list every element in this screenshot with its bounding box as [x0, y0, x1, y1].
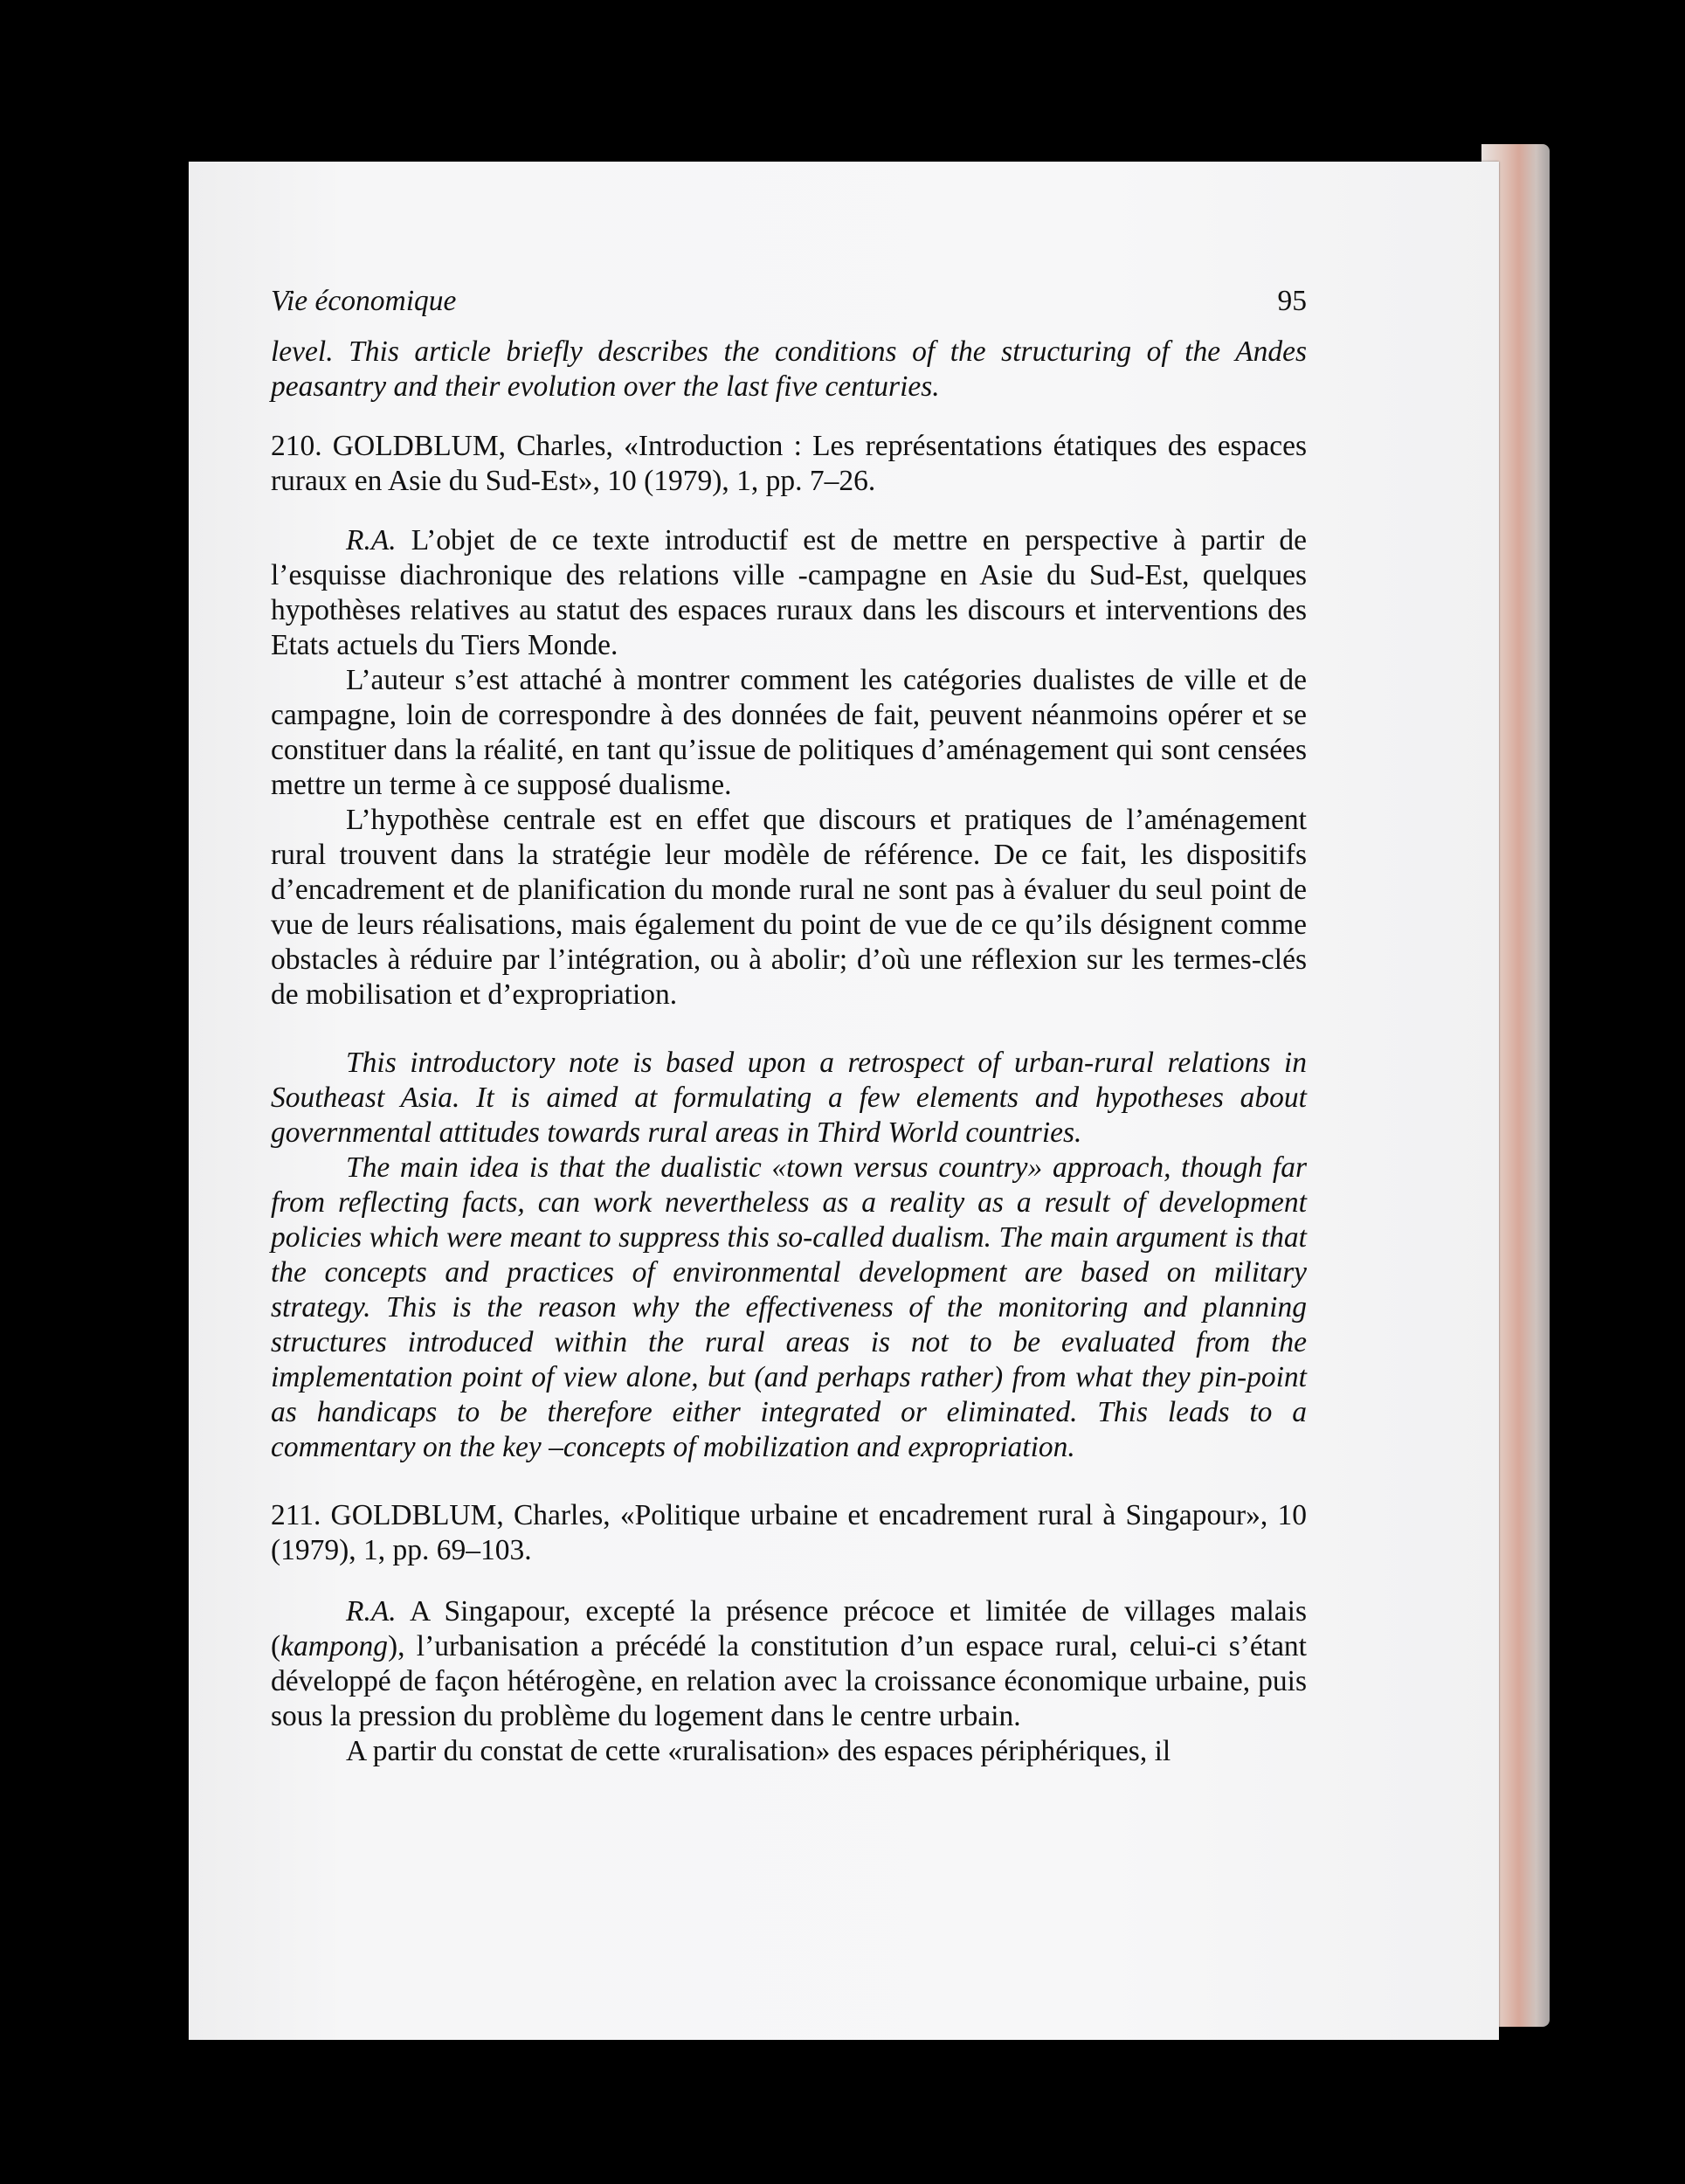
book-page: [189, 162, 1499, 2040]
previous-abstract-tail: level. This article briefly describes the conditions of the structuring of the Andes peasantry and their evolution over the last five centuries.: [271, 335, 1307, 403]
ra-text: L’objet de ce texte introductif est de mettre en perspective à partir de l’esquisse diachronique des relations ville -campagne en Asie du Sud-Est, quelques hypothèses relatives au statut des espaces ruraux dans les discours et interventions des Etats actuels du Tiers Monde.: [271, 524, 1307, 661]
entry-211-citation: 211. GOLDBLUM, Charles, «Politique urbaine et encadrement rural à Singapour», 10 (1979), 1, pp. 69–103.: [271, 1499, 1307, 1566]
entry-210-abstract-en: This introductory note is based upon a retrospect of urban-rural relations in Southeast Asia. It is aimed at formulating a few elements and hypotheses about governmental attitudes towards rural areas in Third World countries.: [271, 1047, 1307, 1149]
ra-italic-term: kampong: [280, 1630, 388, 1662]
ra-text: ), l’urbanisation a précédé la constitution d’un espace rural, celui-ci s’étant développé de façon hétérogène, en relation avec la croissance économique urbaine, puis sous la pression du problème du logement dans le centre urbain.: [271, 1630, 1307, 1732]
entry-210-ra-paragraph: L’auteur s’est attaché à montrer comment les catégories dualistes de ville et de campagne, loin de correspondre à des données de fait, peuvent néanmoins opérer et se constituer dans la réalité, en tant qu’issue de politiques d’aménagement qui sont censées mettre un terme à ce supposé dualisme.: [271, 664, 1307, 801]
entry-210-citation: 210. GOLDBLUM, Charles, «Introduction : Les représentations étatiques des espaces ruraux en Asie du Sud-Est», 10 (1979), 1, pp. 7–26.: [271, 430, 1307, 497]
entry-210-ra-paragraph: L’hypothèse centrale est en effet que discours et pratiques de l’aménagement rural trouvent dans la stratégie leur modèle de référence. De ce fait, les dispositifs d’encadrement et de planification du monde rural ne sont pas à évaluer du seul point de vue de leurs réalisations, mais également du point de vue de ce qu’ils désignent comme obstacles à réduire par l’intégration, ou à abolir; d’où une réflexion sur les termes-clés de mobilisation et d’expropriation.: [271, 804, 1307, 1011]
entry-210-ra-first: [271, 523, 1307, 663]
entry-211-ra-first: [271, 1594, 1307, 1734]
running-head: [271, 284, 1307, 319]
page-number: 95: [1277, 285, 1307, 317]
section-title: Vie économique: [271, 285, 457, 317]
text-column: [271, 284, 1307, 1769]
entry-210-abstract-en: The main idea is that the dualistic «town versus country» approach, though far from reflecting facts, can work nevertheless as a reality as a result of development policies which were meant to suppress this so-called dualism. The main argument is that the concepts and practices of environmental development are based on military strategy. This is the reason why the effectiveness of the monitoring and planning structures introduced within the rural areas is not to be evaluated from the implementation point of view alone, but (and perhaps rather) from what they pin-point as handicaps to be therefore either integrated or eliminated. This leads to a commentary on the key –concepts of mobilization and expropriation.: [271, 1151, 1307, 1463]
ra-text: A Singapour, excepté la présence précoce et limitée de villages malais (: [271, 1595, 1307, 1662]
ra-label: R.A.: [346, 524, 397, 556]
ra-label: R.A.: [346, 1595, 397, 1628]
entry-211-ra-paragraph: A partir du constat de cette «ruralisation» des espaces périphériques, il: [346, 1735, 1171, 1767]
